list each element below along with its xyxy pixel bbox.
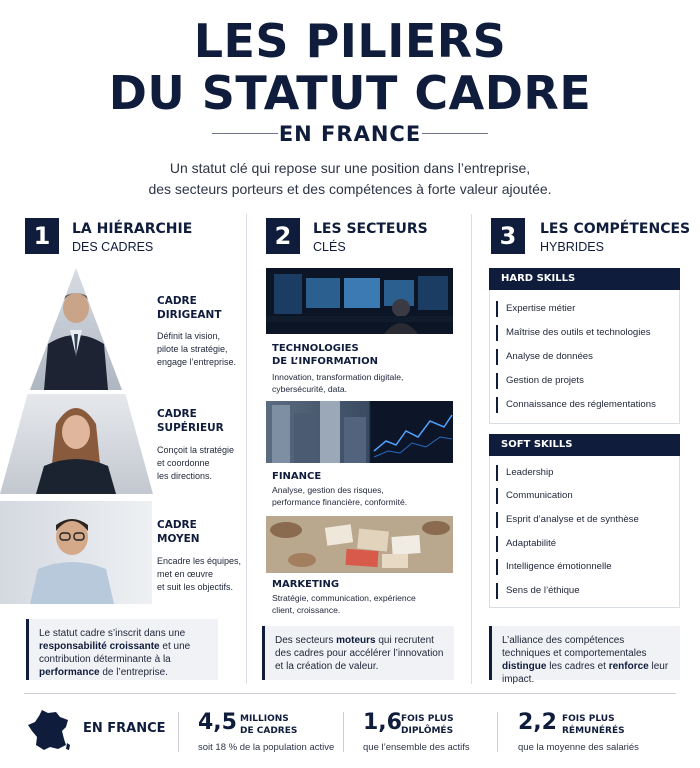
column3-subtitle: HYBRIDES xyxy=(540,240,604,254)
stat1-caption: MILLIONS DE CADRES xyxy=(240,714,298,736)
page-subtitle-row xyxy=(0,122,700,146)
column2-title: LES SECTEURS xyxy=(313,221,428,237)
soft-skill-item: Leadership xyxy=(506,465,553,481)
subtitle-rule-right xyxy=(422,133,488,134)
column3-note: L’alliance des compétences techniques et comportementales distingue les cadres et renforce leur impact. xyxy=(489,626,680,680)
soft-skills-header: SOFT SKILLS xyxy=(489,434,680,456)
pyramid-tier-superieur xyxy=(0,394,153,494)
middle-manager-portrait xyxy=(0,501,152,604)
hard-skill-item: Analyse de données xyxy=(506,349,593,365)
subtitle-rule-left xyxy=(212,133,278,134)
column2-subtitle: CLÉS xyxy=(313,240,346,254)
hard-skill-item: Gestion de projets xyxy=(506,373,584,389)
senior-manager-portrait xyxy=(0,394,153,494)
sector-image-tech xyxy=(266,268,453,334)
executive-portrait xyxy=(30,268,122,390)
page-title-line1: LES PILIERS xyxy=(193,14,507,68)
page-subtitle: EN FRANCE xyxy=(278,122,422,146)
tier3-description: Encadre les équipes, met en œuvre et suit les objectifs. xyxy=(157,556,242,592)
soft-skill-item: Sens de l’éthique xyxy=(506,583,580,599)
tier3-title: CADRE MOYEN xyxy=(157,519,200,545)
tier1-description: Définit la vision, pilote la stratégie, engage l’entreprise. xyxy=(157,331,237,367)
stat3-value: 2,2 xyxy=(518,710,557,735)
sector-image-finance xyxy=(266,401,453,463)
hard-skill-item: Expertise métier xyxy=(506,301,575,317)
soft-skill-item: Adaptabilité xyxy=(506,536,556,552)
hard-skill-item: Connaissance des réglementations xyxy=(506,397,656,413)
column2-number: 2 xyxy=(266,218,300,254)
hard-skill-item: Maîtrise des outils et technologies xyxy=(506,325,651,341)
pyramid-tier-moyen xyxy=(0,501,152,604)
tier2-description: Conçoit la stratégie et coordonne les directions. xyxy=(157,445,235,481)
stat1-value: 4,5 xyxy=(198,710,237,735)
footer-label: EN FRANCE xyxy=(83,721,166,736)
sector-finance-title: FINANCE xyxy=(272,471,322,482)
intro-text xyxy=(0,158,700,200)
tier1-title: CADRE DIRIGEANT xyxy=(157,295,222,321)
sector-finance-description: Analyse, gestion des risques, performance financière, conformité. xyxy=(272,485,408,507)
column1-note: Le statut cadre s’inscrit dans une responsabilité croissante et une contribution déterminante à la performance de l’entreprise. xyxy=(26,619,218,680)
footer-divider xyxy=(24,693,676,694)
soft-skill-item: Intelligence émotionnelle xyxy=(506,559,612,575)
stat2-subtext: que l’ensemble des actifs xyxy=(363,742,470,753)
sector-image-marketing xyxy=(266,516,453,573)
page-title-line2: DU STATUT CADRE xyxy=(108,66,592,120)
stat1-subtext: soit 18 % de la population active xyxy=(198,742,335,753)
sector-tech-description: Innovation, transformation digitale, cybersécurité, data. xyxy=(272,372,404,394)
sector-marketing-description: Stratégie, communication, expérience client, croissance. xyxy=(272,593,416,615)
intro-line2: des secteurs porteurs et des compétences à forte valeur ajoutée. xyxy=(148,181,552,197)
sector-marketing-title: MARKETING xyxy=(272,579,340,590)
hard-skills-list xyxy=(489,290,680,424)
stat2-caption: FOIS PLUS DIPLÔMÉS xyxy=(401,714,454,736)
france-map-icon xyxy=(26,709,70,751)
column2-note: Des secteurs moteurs qui recrutent des cadres pour accélérer l’innovation et la création de valeur. xyxy=(262,626,454,680)
column1-number: 1 xyxy=(25,218,59,254)
soft-skills-list xyxy=(489,456,680,608)
soft-skill-item: Esprit d’analyse et de synthèse xyxy=(506,512,639,528)
intro-line1: Un statut clé qui repose sur une position dans l’entreprise, xyxy=(169,160,531,176)
pyramid-tier-dirigeant xyxy=(30,268,122,390)
column1-subtitle: DES CADRES xyxy=(72,240,154,254)
soft-skill-item: Communication xyxy=(506,488,573,504)
stat-divider xyxy=(343,712,344,752)
stat3-caption: FOIS PLUS RÉMUNÉRÉS xyxy=(562,714,625,736)
sector-tech-title: TECHNOLOGIES DE L’INFORMATION xyxy=(272,343,378,367)
column3-title: LES COMPÉTENCES xyxy=(540,221,691,237)
stat2-value: 1,6 xyxy=(363,710,402,735)
tier2-title: CADRE SUPÉRIEUR xyxy=(157,408,224,434)
stat-divider xyxy=(178,712,179,752)
column3-number: 3 xyxy=(491,218,525,254)
column-divider-1 xyxy=(246,214,247,684)
column-divider-2 xyxy=(471,214,472,684)
stat-divider xyxy=(497,712,498,752)
column1-title: LA HIÉRARCHIE xyxy=(72,221,193,237)
hard-skills-header: HARD SKILLS xyxy=(489,268,680,290)
stat3-subtext: que la moyenne des salariés xyxy=(518,742,639,753)
